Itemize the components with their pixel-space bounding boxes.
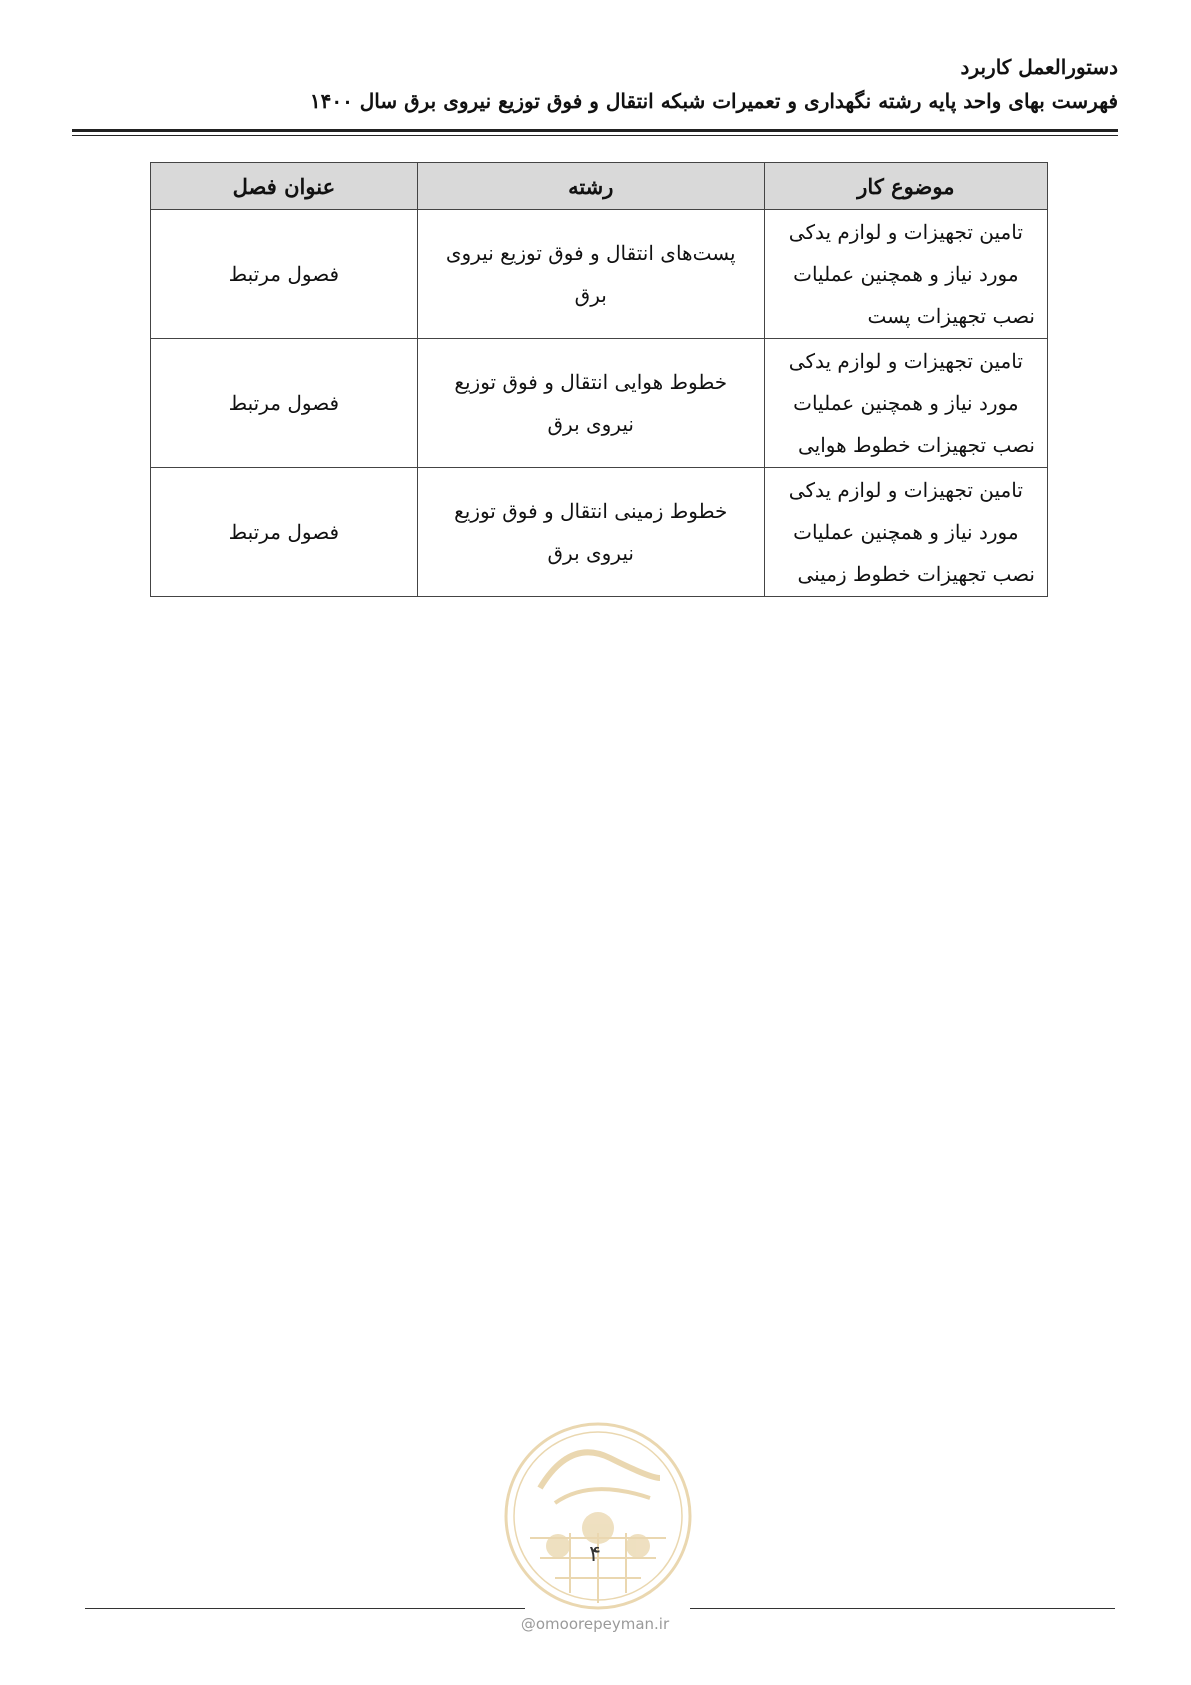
cell-chapter: فصول مرتبط — [151, 339, 418, 468]
footer-rule-left — [85, 1608, 525, 1609]
table-header-row — [151, 163, 1048, 210]
watermark-seal-icon — [500, 1418, 696, 1614]
cell-subject: تامین تجهیزات و لوازم یدکی مورد نیاز و همچنین عملیات نصب تجهیزات پست — [764, 210, 1047, 339]
page-number: ۴ — [589, 1542, 601, 1567]
header-chapter: عنوان فصل — [151, 163, 418, 210]
document-title: فهرست بهای واحد پایه رشته نگهداری و تعمیرات شبکه انتقال و فوق توزیع نیروی برق سال ۱۴۰۰ — [309, 89, 1118, 113]
table-row — [151, 339, 1048, 468]
cell-chapter: فصول مرتبط — [151, 210, 418, 339]
cell-subject: تامین تجهیزات و لوازم یدکی مورد نیاز و همچنین عملیات نصب تجهیزات خطوط زمینی — [764, 468, 1047, 597]
table-row — [151, 210, 1048, 339]
header-subject: موضوع کار — [764, 163, 1047, 210]
cell-field: خطوط هوایی انتقال و فوق توزیع نیروی برق — [417, 339, 764, 468]
header-field: رشته — [417, 163, 764, 210]
cell-chapter: فصول مرتبط — [151, 468, 418, 597]
document-header — [72, 52, 1118, 116]
scope-table — [150, 162, 1048, 597]
watermark-website: @omoorepeyman.ir — [520, 1615, 670, 1633]
header-rule-thick — [72, 129, 1118, 132]
document-category: دستورالعمل کاربرد — [960, 55, 1118, 79]
table-row — [151, 468, 1048, 597]
header-rule-thin — [72, 135, 1118, 136]
footer-rule-right — [690, 1608, 1115, 1609]
cell-field: پست‌های انتقال و فوق توزیع نیروی برق — [417, 210, 764, 339]
cell-field: خطوط زمینی انتقال و فوق توزیع نیروی برق — [417, 468, 764, 597]
cell-subject: تامین تجهیزات و لوازم یدکی مورد نیاز و همچنین عملیات نصب تجهیزات خطوط هوایی — [764, 339, 1047, 468]
